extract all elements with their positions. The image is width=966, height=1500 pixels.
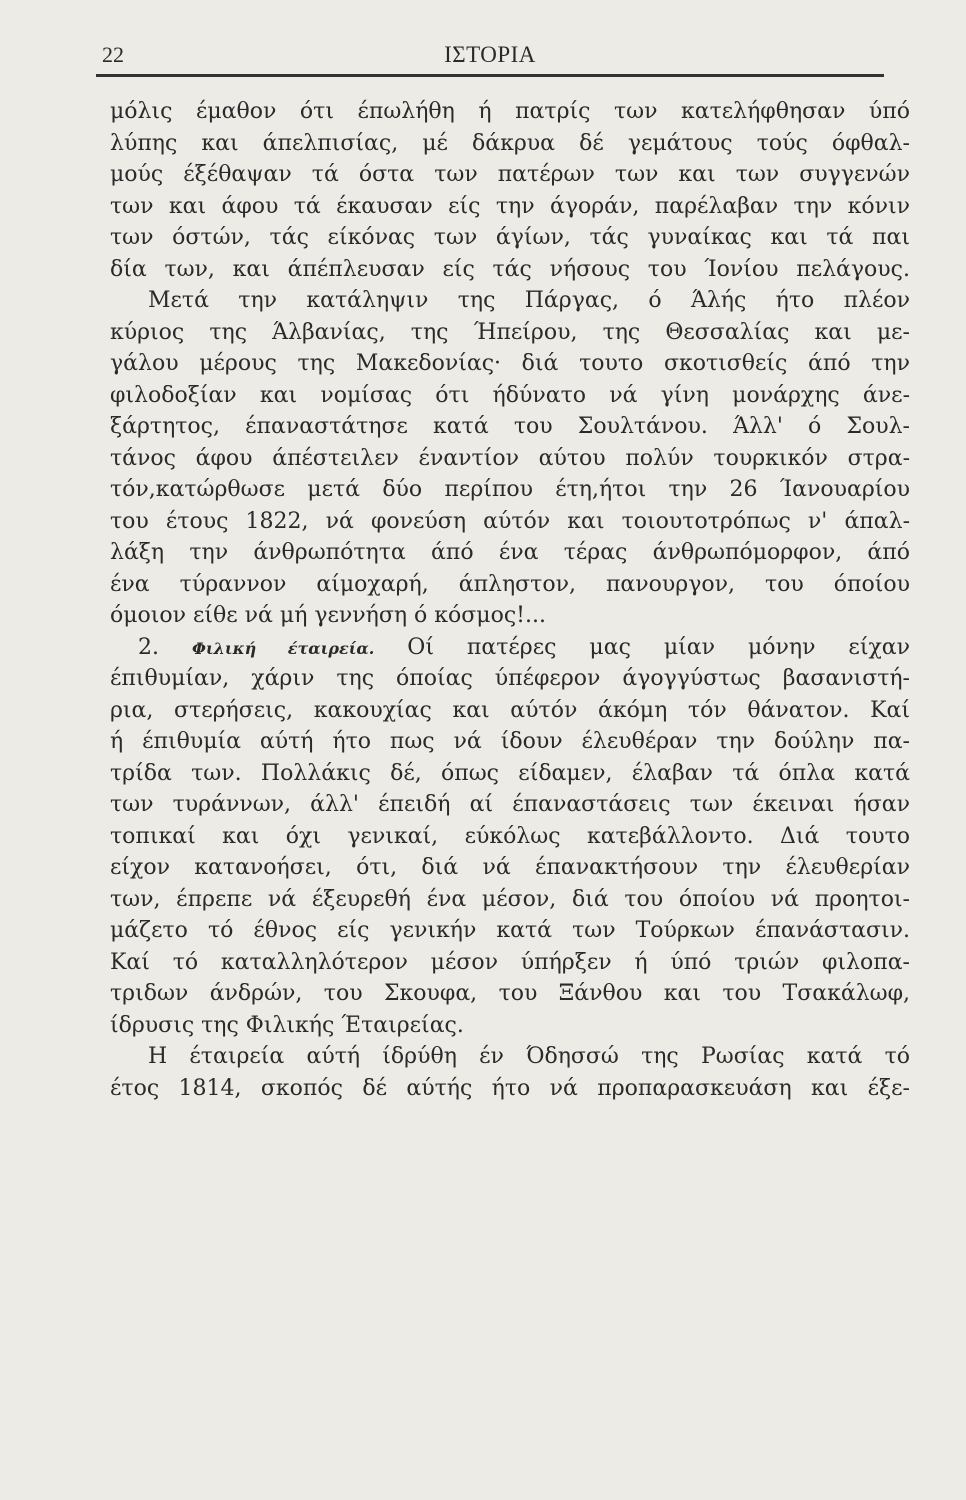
text-line: λάξη την άνθρωπότητα άπό ένα τέρας άνθρωπόμορφον, άπό bbox=[110, 540, 910, 565]
text-line: μόλις έμαθον ότι έπωλήθη ή πατρίς των κατελήφθησαν ύπό bbox=[110, 99, 910, 124]
text-line: ίδρυσις της Φιλικής Έταιρείας. bbox=[110, 1012, 464, 1038]
text-line: 2. Φιλική έταιρεία. Οί πατέρες μας μίαν μόνην είχαν bbox=[138, 634, 910, 660]
text-line: των τυράννων, άλλ' έπειδή αί έπαναστάσεις των έκειναι ήσαν bbox=[110, 792, 910, 817]
text-line: μούς έξέθαψαν τά όστα των πατέρων των και των συγγενών bbox=[110, 162, 910, 187]
page-header bbox=[96, 34, 884, 77]
text-line: έπιθυμίαν, χάριν της όποίας ύπέφερον άγογγύστως βασανιστή- bbox=[110, 666, 910, 691]
text-line: έτος 1814, σκοπός δέ αύτής ήτο νά προπαρασκευάση και έξε- bbox=[110, 1075, 910, 1101]
text-line: κύριος της Άλβανίας, της Ήπείρου, της Θεσσαλίας και με- bbox=[110, 319, 910, 345]
text-line: δία των, και άπέπλευσαν είς τάς νήσους του Ίονίου πελάγους. bbox=[110, 256, 910, 282]
text-line: του έτους 1822, νά φονεύση αύτόν και τοιουτοτρόπως ν' άπαλ- bbox=[110, 508, 910, 534]
text-line: μάζετο τό έθνος είς γενικήν κατά των Τούρκων έπανάστασιν. bbox=[110, 918, 910, 943]
text-line: τοπικαί και όχι γενικαί, εύκόλως κατεβάλλοντο. Διά τουτο bbox=[110, 823, 910, 849]
text-line: ρια, στερήσεις, κακουχίας και αύτόν άκόμη τόν θάνατον. Καί bbox=[110, 697, 910, 723]
text-line: τριδων άνδρών, του Σκουφα, του Ξάνθου και του Τσακάλωφ, bbox=[110, 981, 910, 1006]
text-line: φιλοδοξίαν και νομίσας ότι ήδύνατο νά γίνη μονάρχης άνε- bbox=[110, 382, 910, 408]
text-line: ξάρτητος, έπαναστάτησε κατά του Σουλτάνου. Άλλ' ό Σουλ- bbox=[110, 414, 910, 439]
text-line: τρίδα των. Πολλάκις δέ, όπως είδαμεν, έλαβαν τά όπλα κατά bbox=[110, 760, 910, 786]
text-line: ένα τύραννον αίμοχαρή, άπληστον, πανουργον, του όποίου bbox=[110, 571, 910, 597]
text-line: γάλου μέρους της Μακεδονίας· διά τουτο σκοτισθείς άπό την bbox=[110, 351, 910, 376]
text-line: των και άφου τά έκαυσαν είς την άγοράν, παρέλαβαν την κόνιν bbox=[110, 193, 910, 219]
text-line: όμοιον είθε νά μή γεννήση ό κόσμος!... bbox=[110, 603, 546, 628]
text-line: ή έπιθυμία αύτή ήτο πως νά ίδουν έλευθέραν την δούλην πα- bbox=[110, 729, 910, 754]
text-line: είχον κατανοήσει, ότι, διά νά έπανακτήσουν την έλευθερίαν bbox=[110, 855, 910, 880]
text-line: Καί τό καταλληλότερον μέσον ύπήρξεν ή ύπό τριών φιλοπα- bbox=[110, 949, 910, 975]
text-line: τάνος άφου άπέστειλεν έναντίον αύτου πολύν τουρκικόν στρα- bbox=[110, 445, 910, 471]
page-number: 22 bbox=[102, 42, 124, 67]
text-line: λύπης και άπελπισίας, μέ δάκρυα δέ γεμάτους τούς όφθαλ- bbox=[110, 130, 910, 156]
body-text bbox=[110, 96, 910, 1104]
running-title: ΙΣΤΟΡΙΑ bbox=[444, 42, 536, 67]
section-heading: Φιλική έταιρεία. bbox=[191, 638, 375, 658]
text-line: Η έταιρεία αύτή ίδρύθη έν Όδησσώ της Ρωσίας κατά τό bbox=[148, 1044, 910, 1069]
text-line: Μετά την κατάληψιν της Πάργας, ό Άλής ήτο πλέον bbox=[148, 288, 910, 313]
text-line: των, έπρεπε νά έξευρεθή ένα μέσον, διά του όποίου νά προητοι- bbox=[110, 886, 910, 912]
text-line: των όστών, τάς είκόνας των άγίων, τάς γυναίκας και τά παι bbox=[110, 225, 910, 250]
text-line: τόν,κατώρθωσε μετά δύο περίπου έτη,ήτοι την 26 Ίανουαρίου bbox=[110, 477, 910, 502]
